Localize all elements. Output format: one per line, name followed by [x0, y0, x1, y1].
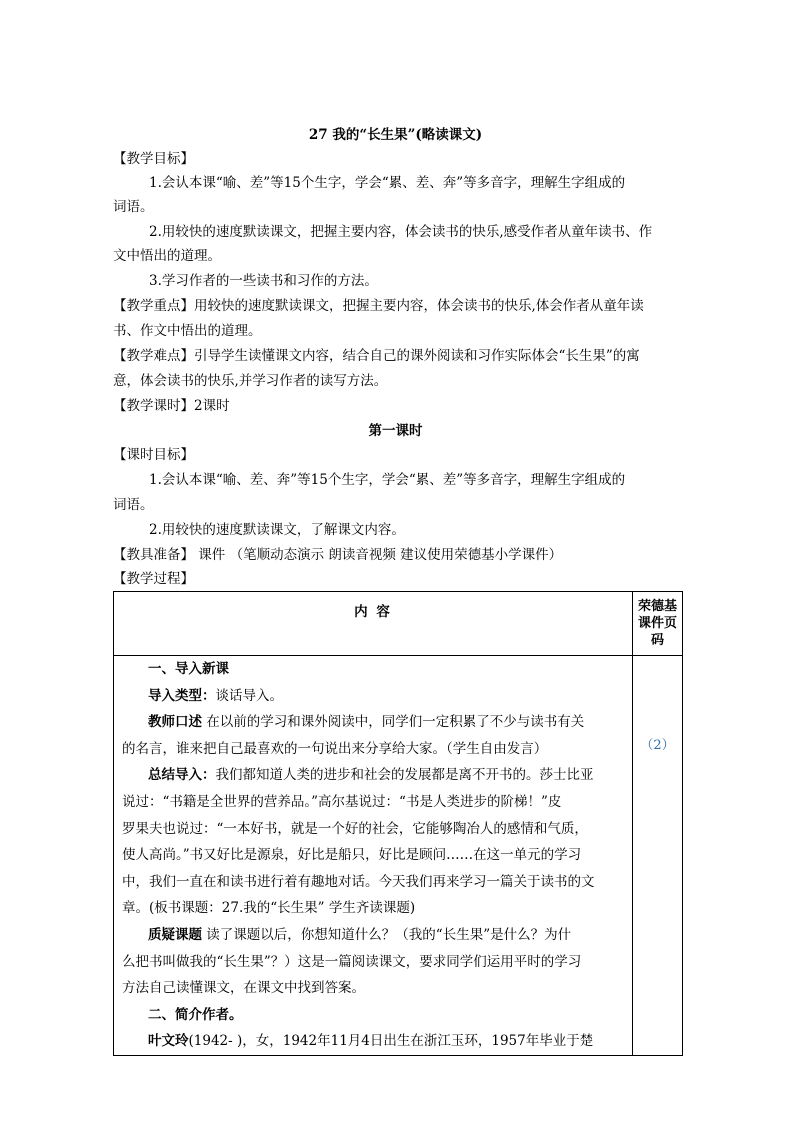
section-author-heading: 二、简介作者。 [148, 1006, 243, 1023]
summary-line-1 [114, 762, 632, 789]
page-column-header [633, 592, 683, 656]
summary-text-1: 我们都知道人类的进步和社会的发展都是离不开书的。莎士比亚 [215, 767, 594, 784]
key-points-line-2: 书、作文中悟出的道理。 [113, 323, 262, 339]
courseware-page-ref: （2） [640, 738, 675, 753]
teaching-process-table [113, 591, 683, 1056]
teacher-label: 教师口述 [148, 714, 202, 731]
difficulties-line-2: 意，体会读书的快乐,并学习作者的读写方法。 [113, 373, 388, 389]
lesson-goal-2: 2.用较快的速度默读课文，了解课文内容。 [149, 522, 405, 538]
lesson-goal-1-line-1: 1.会认本课“喻、差、奔”等15个生字，学会“累、差”等多音字，理解生字组成的 [149, 472, 626, 488]
goal-3: 3.学习作者的一些读书和习作的方法。 [149, 273, 378, 289]
page-header-line-1: 荣德基 [637, 599, 677, 614]
difficulties-text: 引导学生读懂课文内容，结合自己的课外阅读和习作实际体会“长生果”的寓 [194, 348, 640, 364]
author-line-1 [114, 1028, 632, 1055]
teaching-tools-value: 课件 （笔顺动态演示 朗读音视频 建议使用荣德基小学课件） [194, 547, 563, 563]
class-hours-value: 2课时 [194, 398, 230, 414]
author-text-1: (1942- )，女，1942年11月4日出生在浙江玉环，1957年毕业于楚 [188, 1033, 594, 1050]
teaching-tools [113, 543, 678, 568]
summary-line-2: 说过：“书籍是全世界的营养品。”高尔基说过：“书是人类进步的阶梯！”皮 [122, 793, 562, 810]
difficulties-label: 【教学难点】 [113, 348, 194, 364]
teacher-text-1: 在以前的学习和课外阅读中，同学们一定积累了不少与读书有关 [202, 714, 585, 731]
goal-2-line-2: 文中悟出的道理。 [113, 248, 221, 264]
summary-label: 总结导入： [148, 767, 216, 784]
goal-2-line-1: 2.用较快的速度默读课文，把握主要内容，体会读书的快乐,感受作者从童年读书、作 [149, 224, 653, 240]
intro-type-line [114, 683, 632, 710]
first-lesson-heading: 第一课时 [368, 423, 423, 439]
teaching-process-heading: 【教学过程】 [113, 571, 194, 587]
page-ref-cell [633, 656, 683, 1056]
content-column-header: 内 容 [114, 592, 633, 656]
teaching-goals-heading: 【教学目标】 [113, 151, 194, 167]
teaching-tools-label: 【教具准备】 [113, 547, 194, 563]
intro-type-label: 导入类型： [148, 687, 216, 704]
summary-line-3: 罗果夫也说过：“一本好书，就是一个好的社会，它能够陶冶人的感情和气质， [122, 820, 588, 837]
key-points-label: 【教学重点】 [113, 298, 194, 314]
summary-line-6: 章。(板书课题：27.我的“长生果” 学生齐读课题) [122, 900, 416, 917]
key-points-line-1 [113, 294, 678, 319]
table-header-row [114, 592, 683, 656]
difficulties-line-1 [113, 344, 678, 369]
lesson-goals-heading: 【课时目标】 [113, 447, 194, 463]
question-text-1: 读了课题以后，你想知道什么？（我的“长生果”是什么？为什 [202, 926, 572, 943]
teacher-line-2: 的名言，谁来把自己最喜欢的一句说出来分享给大家。（学生自由发言） [122, 740, 548, 757]
section-intro-heading: 一、导入新课 [148, 661, 229, 677]
question-line-1 [114, 922, 632, 949]
author-label: 叶文玲 [148, 1033, 189, 1050]
question-line-3: 方法自己读懂课文，在课文中找到答案。 [122, 980, 365, 997]
class-hours-label: 【教学课时】 [113, 398, 194, 414]
page-header-line-3: 码 [650, 633, 664, 648]
goal-1-line-2: 词语。 [113, 199, 154, 215]
summary-line-4: 使人高尚。”书又好比是源泉，好比是船只，好比是顾问……在这一单元的学习 [122, 847, 582, 864]
lesson-title: 27 我的“长生果”(略读课文) [308, 127, 483, 143]
page-header-line-2: 课件页 [637, 616, 677, 631]
intro-type-value: 谈话导入。 [215, 687, 283, 704]
question-label: 质疑课题 [148, 926, 202, 943]
summary-line-5: 中，我们一直在和读书进行着有趣地对话。今天我们再来学习一篇关于读书的文 [122, 873, 595, 890]
content-cell [114, 656, 633, 1056]
question-line-2: 么把书叫做我的“长生果”？）这是一篇阅读课文，要求同学们运用平时的学习 [122, 953, 582, 970]
teacher-line-1 [114, 709, 632, 736]
class-hours [113, 394, 678, 419]
lesson-goal-1-line-2: 词语。 [113, 497, 154, 513]
goal-1-line-1: 1.会认本课“喻、差”等15个生字，学会“累、差、奔”等多音字，理解生字组成的 [149, 175, 626, 191]
key-points-text: 用较快的速度默读课文，把握主要内容，体会读书的快乐,体会作者从童年读 [194, 298, 644, 314]
table-row [114, 656, 683, 1056]
